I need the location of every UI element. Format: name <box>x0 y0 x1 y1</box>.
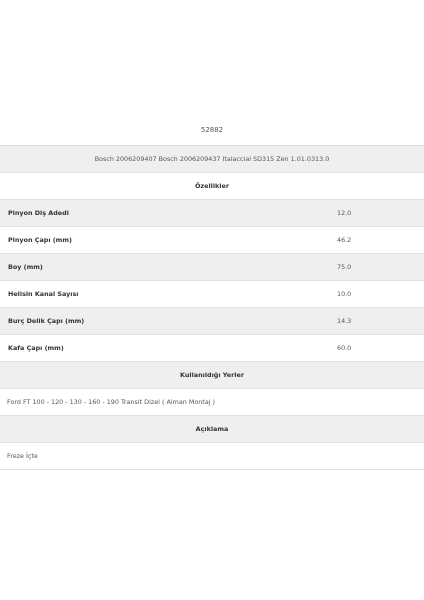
feature-row <box>0 335 424 362</box>
feature-value: 46.2 <box>337 236 352 244</box>
description-header: Açıklama <box>195 425 229 433</box>
usage-header: Kullanıldığı Yerler <box>180 371 244 379</box>
spec-table <box>0 145 424 470</box>
usage-text: Ford FT 100 - 120 - 130 - 160 - 190 Transit Dizel ( Alman Montaj ) <box>7 398 216 406</box>
feature-row <box>0 254 424 281</box>
oem-references: Bosch 2006209407 Bosch 2006209437 Italacciai SD315 Zen 1.01.0313.0 <box>94 155 330 163</box>
feature-label: Kafa Çapı (mm) <box>8 344 64 352</box>
feature-value: 10.0 <box>337 290 352 298</box>
features-header-row <box>0 173 424 200</box>
description-text: Freze İçte <box>7 452 38 460</box>
feature-row <box>0 281 424 308</box>
description-row <box>0 443 424 470</box>
feature-label: Pinyon Diş Adedi <box>8 209 69 217</box>
feature-value: 60.0 <box>337 344 352 352</box>
feature-row <box>0 200 424 227</box>
feature-label: Pinyon Çapı (mm) <box>8 236 72 244</box>
feature-label: Boy (mm) <box>8 263 43 271</box>
usage-header-row <box>0 362 424 389</box>
oem-references-row <box>0 146 424 173</box>
description-header-row <box>0 416 424 443</box>
feature-value: 75.0 <box>337 263 352 271</box>
features-header: Özellikler <box>195 182 229 190</box>
feature-value: 12.0 <box>337 209 352 217</box>
feature-row <box>0 227 424 254</box>
feature-label: Helisin Kanal Sayısı <box>8 290 79 298</box>
feature-label: Burç Delik Çapı (mm) <box>8 317 85 325</box>
usage-row <box>0 389 424 416</box>
feature-row <box>0 308 424 335</box>
product-code: 52882 <box>200 126 224 134</box>
feature-value: 14.3 <box>337 317 352 325</box>
